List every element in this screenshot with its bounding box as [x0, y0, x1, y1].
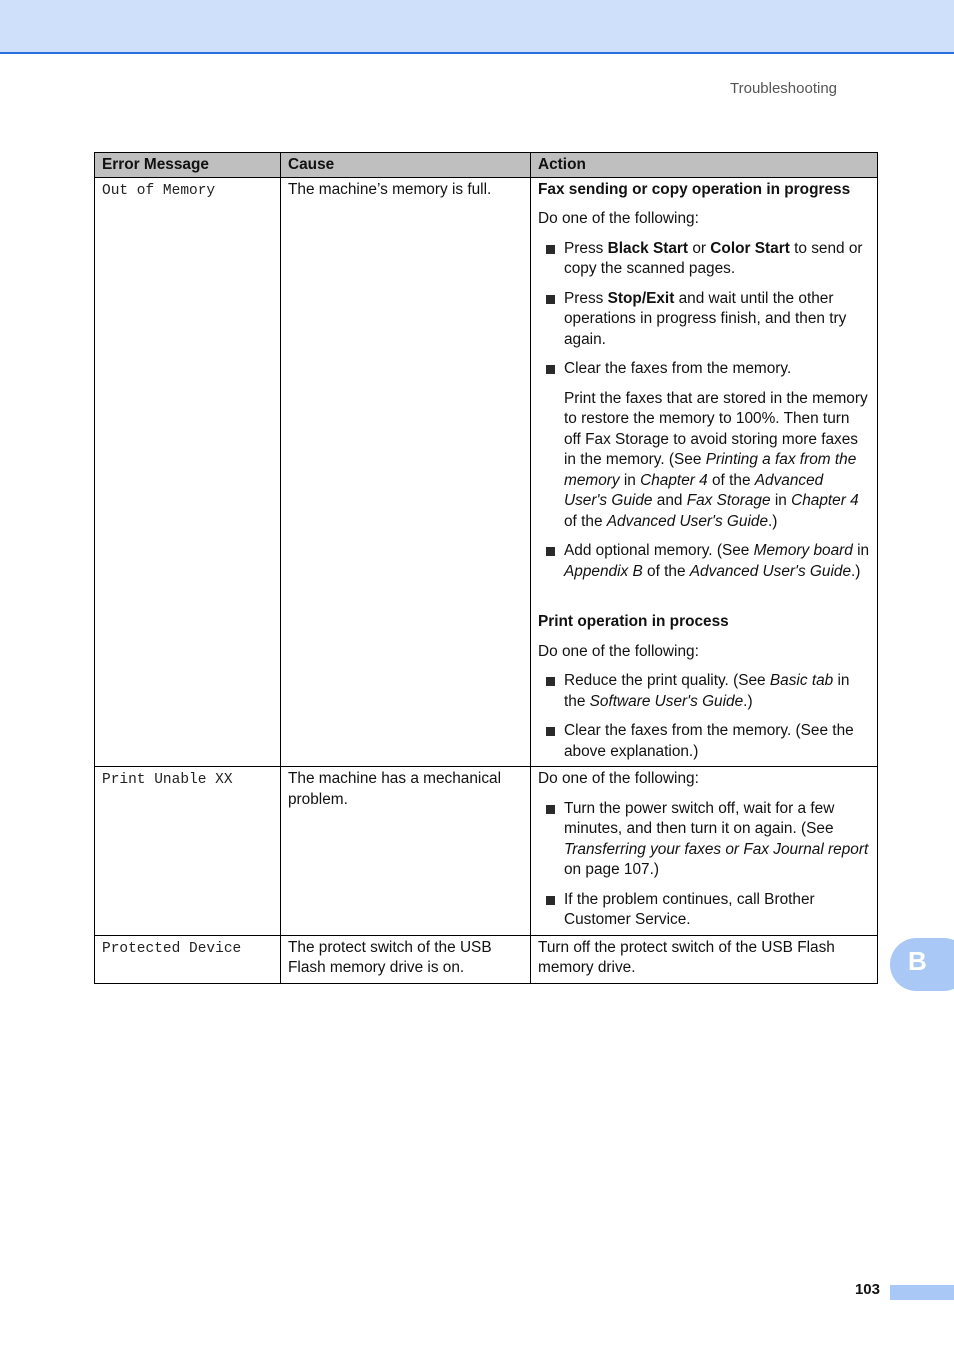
page-number-bar: [890, 1285, 954, 1300]
square-bullet-icon: [546, 245, 555, 254]
print-intro: Do one of the following:: [538, 642, 699, 660]
error-message-text: Protected Device: [102, 940, 242, 957]
fax-action-list-continued: [538, 541, 870, 582]
print-section-title: Print operation in process: [538, 613, 729, 630]
square-bullet-icon: [546, 896, 555, 905]
action-cell: [531, 767, 878, 936]
section-spacer: [538, 582, 870, 612]
table-row: [95, 767, 878, 936]
list-item: If the problem continues, call Brother Customer Service.: [538, 890, 870, 931]
color-start-key: Color Start: [710, 239, 790, 257]
action-cell: [531, 935, 878, 983]
square-bullet-icon: [546, 677, 555, 686]
stop-exit-key: Stop/Exit: [607, 289, 675, 307]
column-header-error-message: Error Message: [95, 153, 281, 178]
error-message-cell: [95, 935, 281, 983]
list-item: Press Black Start or Color Start to send or copy the scanned pages.: [538, 239, 870, 280]
print-action-list: [538, 671, 870, 762]
error-message-cell: [95, 767, 281, 936]
action-list: [538, 799, 870, 931]
page-number: 103: [854, 1281, 880, 1298]
square-bullet-icon: [546, 547, 555, 556]
list-item: Add optional memory. (See Memory board in Appendix B of the Advanced User's Guide.): [538, 541, 870, 582]
clear-faxes-detail: Print the faxes that are stored in the memory to restore the memory to 100%. Then turn off Fax Storage to avoid storing more faxes in the memory. (See Printing a fax from the memory in Chapter 4 of the Advanced User's Guide and Fax Storage in Chapter 4 of the Advanced User's Guide.): [564, 389, 868, 530]
fax-action-list: [538, 239, 870, 380]
running-header: Troubleshooting: [730, 80, 838, 97]
square-bullet-icon: [546, 295, 555, 304]
fax-intro: Do one of the following:: [538, 210, 699, 227]
cause-cell: [281, 935, 531, 983]
black-start-key: Black Start: [607, 239, 689, 257]
error-message-text: Out of Memory: [102, 182, 216, 199]
list-item: Press Stop/Exit and wait until the other operations in progress finish, and then try again.: [538, 289, 870, 351]
cause-cell: [281, 177, 531, 767]
square-bullet-icon: [546, 805, 555, 814]
fax-section-title: Fax sending or copy operation in progress: [538, 180, 851, 198]
appendix-tab: [890, 938, 954, 991]
top-band: [0, 0, 954, 54]
error-message-table: [94, 152, 878, 984]
square-bullet-icon: [546, 727, 555, 736]
cause-cell: [281, 767, 531, 936]
table-header-row: [95, 153, 878, 178]
table-row: [95, 935, 878, 983]
action-text: Turn off the protect switch of the USB Flash memory drive.: [538, 938, 835, 976]
appendix-letter: B: [908, 946, 927, 976]
list-item: Turn the power switch off, wait for a few minutes, and then turn it on again. (See Transferring your faxes or Fax Journal report on page 107.): [538, 799, 870, 881]
list-item: Reduce the print quality. (See Basic tab in the Software User's Guide.): [538, 671, 870, 712]
table-row: [95, 177, 878, 767]
action-intro: Do one of the following:: [538, 770, 699, 787]
list-item: Clear the faxes from the memory. (See the above explanation.): [538, 721, 870, 762]
square-bullet-icon: [546, 365, 555, 374]
list-item: Clear the faxes from the memory.: [538, 359, 870, 380]
column-header-action: Action: [531, 153, 878, 178]
action-cell: [531, 177, 878, 767]
cause-text: The protect switch of the USB Flash memory drive is on.: [288, 938, 492, 976]
error-message-text: Print Unable XX: [102, 772, 233, 788]
cause-text: The machine’s memory is full.: [288, 180, 492, 198]
error-message-cell: [95, 177, 281, 767]
cause-text: The machine has a mechanical problem.: [288, 770, 502, 808]
column-header-cause: Cause: [281, 153, 531, 178]
